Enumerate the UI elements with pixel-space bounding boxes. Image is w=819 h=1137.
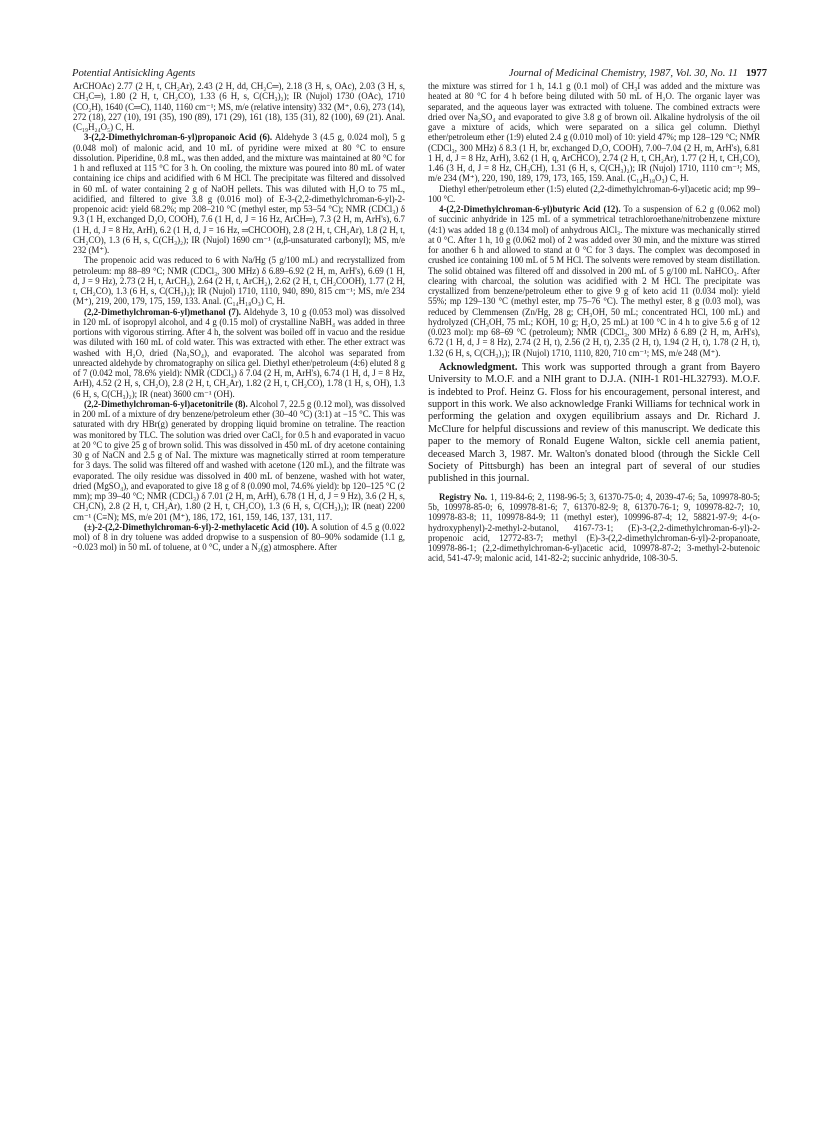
paragraph-text: Aldehyde 3, 10 g (0.053 mol) was dissolved in 120 mL of isopropyl alcohol, and 4 g (0.15 mol) of crystalline NaBH₄ was added in three portions with vigorous stirring. After 4 h, the solvent was boiled off in vacuo and the residue was diluted with 160 mL of cold water. This was extracted with ether. The ether extract was washed with H₂O, dried (Na₂SO₄), and evaporated. The alcohol was separated from unreacted aldehyde by chromatography on silica gel. Diethyl ether/petroleum (4:6) eluted 8 g of 7 (0.042 mol, 78.6% yield): NMR (CDCl₃) δ 7.04 (2 H, m, ArH's), 6.74 (1 H, d, J = 8 Hz, ArH), 4.52 (2 H, s, CH₂O), 2.8 (2 H, t, CH₂Ar), 1.82 (2 H, t, CH₂CO), 1.78 (1 H, s, OH), 1.3 (6 H, s, C(CH₃)₂); IR (neat) 3600 cm⁻¹ (OH). [73,306,405,399]
section-heading: (2,2-Dimethylchroman-6-yl)acetonitrile (8). [84,398,248,409]
paragraph-compound-10 [73,522,405,553]
left-column [73,81,405,553]
paragraph-continuation: ArCHOAc) 2.77 (2 H, t, CH₂Ar), 2.43 (2 H, dd, CH₂C═), 2.18 (3 H, s, OAc), 2.03 (3 H, s, CH₃C═), 1.80 (2 H, t, CH₂CO), 1.33 (6 H, s, C(CH₃)₂); IR (Nujol) 1730 (OAc), 1710 (CO₂H), 1640 (C═C), 1140, 1160 cm⁻¹; MS, m/e (relative intensity) 332 (M⁺, 0.6), 273 (14), 272 (18), 227 (10), 191 (35), 190 (89), 171 (29), 161 (18), 135 (31), 82 (100), 69 (21). Anal. (C₁₉H₂₄O₅) C, H. [73,81,405,132]
registry-heading: Registry No. [439,491,488,502]
paragraph-text: To a suspension of 6.2 g (0.062 mol) of succinic anhydride in 125 mL of a symmetrical tetrachloroethane/nitrobenzene mixture (4:1) was added 18 g (0.134 mol) of anhydrous AlCl₃. The mixture was mechanically stirred at 0 °C. After 1 h, 10 g (0.062 mol) of 2 was added over 30 min, and the mixture was stirred for another 6 h and allowed to stand at 0 °C for 3 days. The complex was decomposed in crushed ice containing 100 mL of 5 M HCl. The solvents were removed by steam distillation. The solid obtained was filtered off and dissolved in 200 mL of 5 g/100 mL NaHCO₃. After clearing with charcoal, the solution was acidified with 2 M HCl. The precipitate was crystallized from benzene/petroleum ether to give 9 g of keto acid 11 (0.034 mol): yield 55%; mp 129–130 °C (methyl ester, mp 75–76 °C). The methyl ester, 8 g (0.03 mol), was reduced by Clemmensen (Zn/Hg, 28 g; CH₃OH, 50 mL; concentrated HCl, 100 mL) and hydrolyzed (CH₃OH, 75 mL; KOH, 10 g; H₂O, 25 mL) at 100 °C in 4 h to give 5.6 g of 12 (0.023 mol): mp 68–69 °C (petroleum); NMR (CDCl₃, 300 MHz) δ 6.89 (2 H, m, ArH's), 6.72 (1 H, d, J = 8 Hz), 2.74 (2 H, t), 2.56 (2 H, t), 2.35 (2 H, t), 1.94 (2 H, t), 1.78 (2 H, t), 1.32 (6 H, s, C(CH₃)₂); IR (Nujol) 1710, 1110, 820, 710 cm⁻¹; MS, m/e 248 (M⁺). [428,204,760,358]
journal-header [427,68,767,79]
registry-text: 1, 119-84-6; 2, 1198-96-5; 3, 61370-75-0; 4, 2039-47-6; 5a, 109978-80-5; 5b, 109978-85-0; 6, 109978-81-6; 7, 61370-82-9; 8, 61370-76-1; 9, 109978-82-7; 10, 109978-83-8; 11, 109978-84-9; 11 (methyl ester), 109996-87-4; 12, 58821-97-9; 4-(o-hydroxyphenyl)-2-methyl-2-butanol, 4167-73-1; (E)-3-(2,2-dimethylchroman-6-yl)-2-propenoic acid, 12772-83-7; methyl (E)-3-(2,2-dimethylchroman-6-yl)-2-propanoate, 109978-86-1; (2,2-dimethylchroman-6-yl)acetic acid, 109978-87-2; 3-methyl-2-butenoic acid, 541-47-9; malonic acid, 141-82-2; succinic anhydride, 108-30-5. [428,491,760,564]
paragraph-compound-12 [428,204,760,358]
acknowledgment-text: This work was supported through a grant from Bayero University to M.O.F. and a NIH grant to D.J.A. (NIH-1 R01-HL32793). M.O.F. is indebted to Prof. Heinz G. Floss for his encouragement, personal interest, and support in this work. We also acknowledge Franki Williams for technical work in performing the gelation and oxygen equilibrium assays and Dr. Richard J. McClure for helpful discussions and review of this manuscript. We dedicate this paper to the memory of Ronald Eugene Walton, sickle cell anemia patient, deceased March 3, 1987. Mr. Walton's donated blood (through the Sickle Cell Society of Pittsburgh) has been an integral part of several of our studies published in this journal. [428,361,760,485]
right-column [428,81,760,564]
section-heading: (±)-2-(2,2-Dimethylchroman-6-yl)-2-methylacetic Acid (10). [84,521,309,532]
paragraph-continuation: the mixture was stirred for 1 h, 14.1 g (0.1 mol) of CH₃I was added and the mixture was heated at 80 °C for 4 h before being diluted with 50 mL of H₂O. The organic layer was separated, and the aqueous layer was extracted with toluene. The combined extracts were dried over Na₂SO₄ and evaporated to give 3.8 g of brown oil. Alkaline hydrolysis of the oil gave a mixture of acids, which were separated on a silica gel column. Diethyl ether/petroleum ether (1:9) eluted 2.4 g (0.010 mol) of 10: yield 47%; mp 128–129 °C; NMR (CDCl₃, 300 MHz) δ 8.3 (1 H, br, exchanged D₂O, COOH), 7.00–7.04 (2 H, m, ArH's), 6.81 1 H, d, J = 8 Hz, ArH), 3.62 (1 H, q, ArCHCO), 2.74 (2 H, t, CH₂Ar), 1.77 (2 H, t, CH₂CO), 1.46 (3 H, d, J = 8 Hz, CH₃CH), 1.31 (6 H, s, C(CH₃)₂); IR (Nujol) 1710, 1110 cm⁻¹; MS, m/e 234 (M⁺), 220, 190, 189, 179, 173, 165, 159. Anal. (C₁₄H₁₈O₃) C, H. [428,81,760,184]
paragraph-text: Alcohol 7, 22.5 g (0.12 mol), was dissolved in 200 mL of a mixture of dry benzene/petroleum ether (30–40 °C) (3:1) at −15 °C. This was saturated with dry HBr(g) generated by dropping liquid bromine on tetraline. The reaction was monitored by TLC. The solution was dried over CaCl₂ for 0.5 h and evaporated in vacuo at 20 °C to give 25 g of brown solid. This was dissolved in 450 mL of dry acetone containing 30 g of NaCN and 2.5 g of NaI. The mixture was magnetically stirred at room temperature for 3 days. The solid was filtered off and washed with acetone (120 mL), and the filtrate was evaporated. The oily residue was dissolved in 400 mL of benzene, washed with hot water, dried (MgSO₄), and evaporated to give 18 g of 8 (0.090 mol, 74.6% yield): bp 120–125 °C (2 mm); mp 39–40 °C; NMR (CDCl₃) δ 7.01 (2 H, m, ArH), 6.78 (1 H, d, J = 9 Hz), 3.6 (2 H, s, CH₂CN), 2.8 (2 H, t, CH₂Ar), 1.80 (2 H, t, CH₂CO), 1.3 (6 H, s, C(CH₃)₂); IR (neat) 2200 cm⁻¹ (C≡N); MS, m/e 201 (M⁺), 186, 172, 161, 159, 146, 137, 131, 117. [73,398,406,522]
paragraph-compound-8 [73,399,405,522]
paragraph-compound-6 [73,132,405,255]
acknowledgment [428,362,760,486]
paragraph-text: Aldehyde 3 (4.5 g, 0.024 mol), 5 g (0.048 mol) of malonic acid, and 10 mL of pyridine were mixed at 80 °C to ensure dissolution. Piperidine, 0.8 mL, was then added, and the mixture was maintained at 80 °C for 1 h and refluxed at 115 °C for 3 h. On cooling, the mixture was poured into 80 mL of water containing ice chips and acidified with 6 M HCl. The precipitate was filtered and dissolved in 60 mL of water containing 2 g of NaOH pellets. This was diluted with H₂O to 75 mL, acidified, and filtered to give 3.8 g (0.016 mol) of E-3-(2,2-dimethylchroman-6-yl)-2-propenoic acid: yield 68.2%; mp 208–210 °C (methyl ester, mp 53–54 °C); NMR (CDCl₃) δ 9.3 (1 H, exchanged D₂O, COOH), 7.6 (1 H, d, J = 16 Hz, ArCH═), 7.3 (2 H, m, ArH's), 6.7 (1 H, d, J = 8 Hz, ArH), 6.2 (1 H, d, J = 16 Hz, ═CHCOOH), 2.8 (2 H, t, CH₂Ar), 1.8 (2 H, t, CH₂CO), 1.3 (6 H, s, C(CH₃)₂); IR (Nujol) 1690 cm⁻¹ (α,β-unsaturated carbonyl); MS, m/e 232 (M⁺). [73,132,405,255]
running-title: Potential Antisickling Agents [72,68,196,79]
registry-numbers [428,492,760,564]
section-heading: 4-(2,2-Dimethylchroman-6-yl)butyric Acid (12). [439,204,621,214]
page-number: 1977 [745,68,767,79]
paragraph-compound-7 [73,307,405,399]
acknowledgment-heading: Acknowledgment. [439,361,518,373]
journal-citation: Journal of Medicinal Chemistry, 1987, Vol. 30, No. 11 [508,68,738,79]
section-heading: 3-(2,2-Dimethylchroman-6-yl)propanoic Acid (6). [84,132,273,143]
paragraph-text: A solution of 4.5 g (0.022 mol) of 8 in dry toluene was added dropwise to a suspension of 80–90% sodamide (1.1 g, ~0.023 mol) in 50 mL of toluene, at 0 °C, under a N₂(g) atmosphere. After [73,521,405,553]
paragraph-propenoic-reduction: The propenoic acid was reduced to 6 with Na/Hg (5 g/100 mL) and recrystallized from petroleum: mp 88–89 °C; NMR (CDCl₃, 300 MHz) δ 6.89–6.92 (2 H, m, ArH's), 6.69 (1 H, d, J = 9 Hz), 2.73 (2 H, t, ArCH₂), 2.64 (2 H, t, ArCH₂), 2.62 (2 H, t, CH₂COOH), 1.77 (2 H, t, CH₂CO), 1.3 (6 H, s, C(CH₃)₂); IR (Nujol) 1710, 1110, 940, 890, 815 cm⁻¹; MS, m/e 234 (M⁺), 219, 200, 179, 175, 159, 133. Anal. (C₁₄H₁₈O₃) C, H. [73,255,405,307]
section-heading: (2,2-Dimethylchroman-6-yl)methanol (7). [84,306,242,317]
paragraph-acetic-acid: Diethyl ether/petroleum ether (1:5) eluted (2,2-dimethylchroman-6-yl)acetic acid; mp 99–100 °C. [428,183,760,204]
